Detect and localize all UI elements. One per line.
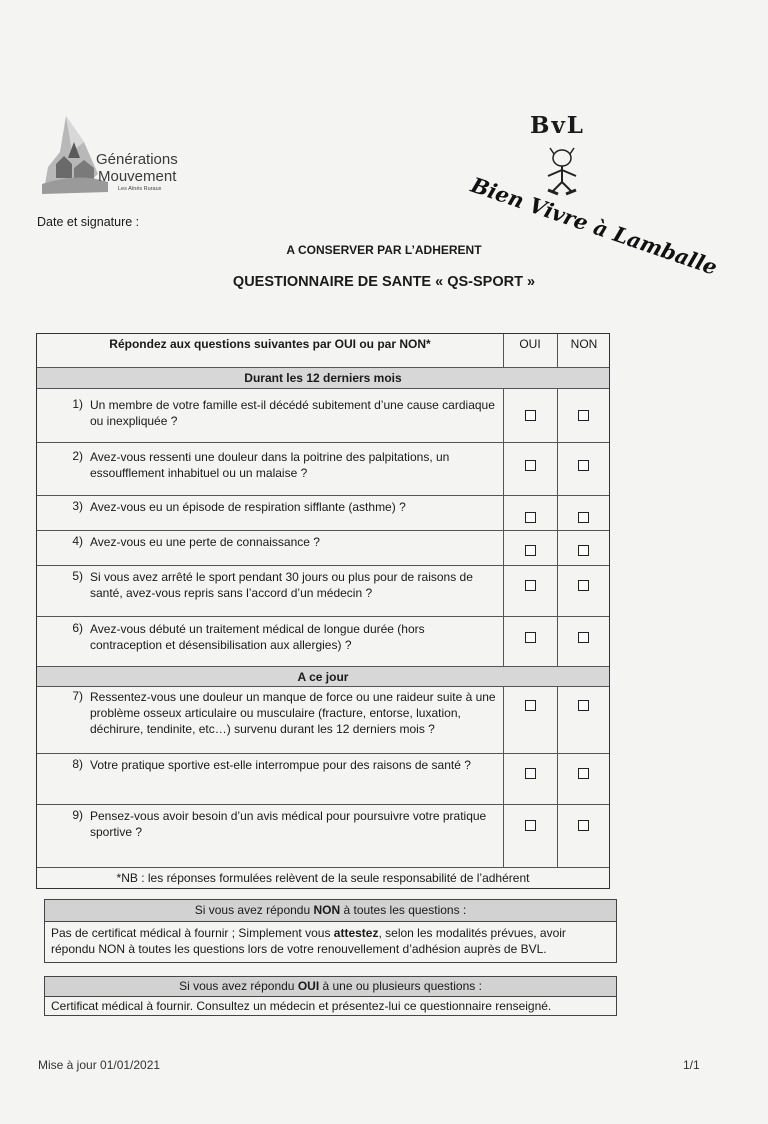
page-number: 1/1 — [683, 1058, 700, 1072]
question-text: Avez-vous eu une perte de connaissance ? — [90, 535, 320, 549]
oui-checkbox[interactable] — [525, 410, 536, 421]
answer-oui-heading-keyword: OUI — [297, 979, 320, 993]
question-number: 7) — [72, 689, 83, 703]
question-number: 3) — [72, 499, 83, 513]
page-title: QUESTIONNAIRE DE SANTE « QS-SPORT » — [232, 274, 536, 290]
answer-non-body — [45, 922, 616, 960]
answer-non-heading-text: Si vous avez répondu — [194, 903, 314, 917]
table-row — [37, 805, 609, 869]
oui-checkbox[interactable] — [525, 700, 536, 711]
question-number: 2) — [72, 449, 83, 463]
non-checkbox[interactable] — [578, 820, 589, 831]
question-number: 1) — [72, 397, 83, 411]
table-row — [37, 566, 609, 617]
date-signature-label: Date et signature : — [37, 215, 140, 229]
oui-checkbox[interactable] — [525, 632, 536, 643]
answer-oui-heading-text: Si vous avez répondu — [179, 979, 298, 993]
bvl-logo-letters: BvL — [530, 112, 585, 139]
oui-checkbox[interactable] — [525, 512, 536, 523]
bvl-mascot-icon — [532, 146, 592, 196]
answer-non-body-text: Pas de certificat médical à fournir ; Simplement vous — [51, 926, 334, 940]
non-checkbox[interactable] — [578, 460, 589, 471]
answer-non-body-keyword: attestez — [333, 926, 379, 940]
table-row — [37, 496, 609, 531]
table-header-row — [37, 334, 609, 368]
answer-non-box — [44, 899, 617, 963]
table-row — [37, 443, 609, 496]
answer-oui-heading-text-end: à une ou plusieurs questions : — [319, 979, 482, 993]
oui-checkbox[interactable] — [525, 545, 536, 556]
table-header-question: Répondez aux questions suivantes par OUI ou par NON* — [109, 337, 431, 351]
question-text: Pensez-vous avoir besoin d’un avis médical pour poursuivre votre pratique sportive ? — [90, 809, 487, 839]
table-row — [37, 617, 609, 667]
question-text: Ressentez-vous une douleur un manque de force ou une raideur suite à une problème osseux articulaire ou musculaire (fracture, entorse, luxation, déchirure, tendinite, etc…) survenu durant les 12 derniers mois ? — [90, 690, 496, 736]
non-checkbox[interactable] — [578, 580, 589, 591]
update-date: Mise à jour 01/01/2021 — [38, 1058, 161, 1072]
question-number: 9) — [72, 808, 83, 822]
question-text: Votre pratique sportive est-elle interrompue pour des raisons de santé ? — [90, 758, 471, 772]
answer-oui-body: Certificat médical à fournir. Consultez un médecin et présentez-lui ce questionnaire renseigné. — [51, 999, 552, 1013]
oui-checkbox[interactable] — [525, 820, 536, 831]
bvl-logo-slogan: Bien Vivre à Lamballe — [467, 172, 721, 280]
column-header-non: NON — [570, 337, 598, 351]
non-checkbox[interactable] — [578, 410, 589, 421]
question-text: Si vous avez arrêté le sport pendant 30 jours ou plus pour de raisons de santé, avez-vous repris sans l’accord d’un médecin ? — [90, 570, 473, 600]
question-text: Avez-vous débuté un traitement médical de longue durée (hors contraception et désensibilisation aux allergies) ? — [90, 622, 425, 652]
non-checkbox[interactable] — [578, 700, 589, 711]
oui-checkbox[interactable] — [525, 580, 536, 591]
table-row — [37, 687, 609, 754]
gm-logo-title: Générations — [96, 151, 178, 168]
answer-oui-heading — [45, 977, 616, 997]
questionnaire-table — [36, 333, 610, 889]
answer-non-heading-text-end: à toutes les questions : — [340, 903, 467, 917]
non-checkbox[interactable] — [578, 545, 589, 556]
question-number: 5) — [72, 569, 83, 583]
table-row — [37, 531, 609, 566]
non-checkbox[interactable] — [578, 512, 589, 523]
responsibility-note: *NB : les réponses formulées relèvent de la seule responsabilité de l’adhérent — [37, 867, 609, 888]
oui-checkbox[interactable] — [525, 768, 536, 779]
bvl-logo — [467, 110, 721, 280]
generations-mouvement-logo — [38, 112, 198, 212]
non-checkbox[interactable] — [578, 632, 589, 643]
table-row — [37, 754, 609, 805]
gm-logo-tagline: Les Aînés Ruraux — [118, 186, 162, 192]
answer-non-body-text-end: , selon les modalités prévues, avoir répondu NON à toutes les questions lors de votre renouvellement d’adhésion auprès de BVL. — [51, 926, 566, 956]
question-number: 4) — [72, 534, 83, 548]
column-header-oui: OUI — [519, 337, 541, 351]
section-header-12-months: Durant les 12 derniers mois — [37, 368, 609, 389]
keep-by-member-title: A CONSERVER PAR L’ADHERENT — [286, 243, 482, 257]
question-number: 6) — [72, 621, 83, 635]
question-text: Avez-vous ressenti une douleur dans la poitrine des palpitations, un essoufflement inhabituel ou un malaise ? — [90, 450, 450, 480]
question-text: Un membre de votre famille est-il décédé subitement d’une cause cardiaque ou inexpliquée ? — [90, 398, 495, 428]
oui-checkbox[interactable] — [525, 460, 536, 471]
table-row — [37, 389, 609, 443]
answer-non-heading — [45, 900, 616, 922]
question-text: Avez-vous eu un épisode de respiration sifflante (asthme) ? — [90, 500, 406, 514]
gm-logo-subtitle: Mouvement — [98, 168, 177, 185]
question-number: 8) — [72, 757, 83, 771]
answer-oui-box — [44, 976, 617, 1016]
section-header-today: A ce jour — [37, 667, 609, 687]
non-checkbox[interactable] — [578, 768, 589, 779]
answer-non-heading-keyword: NON — [313, 903, 341, 917]
